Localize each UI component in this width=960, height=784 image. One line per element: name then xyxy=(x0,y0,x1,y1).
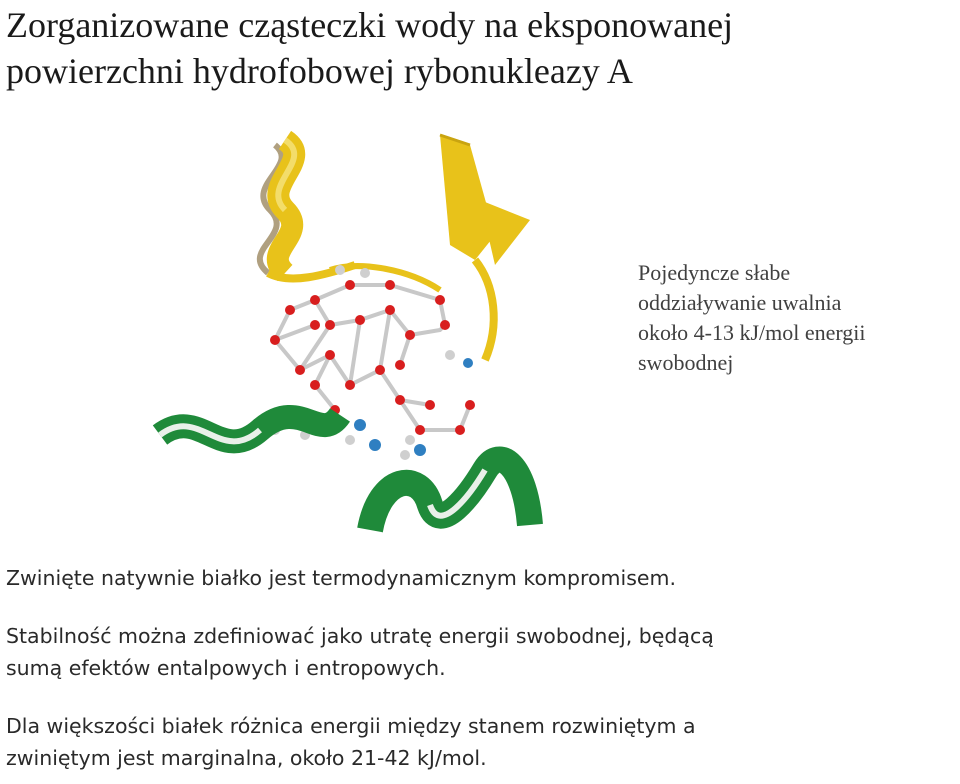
title-line-2: powierzchni hydrofobowej rybonukleazy A xyxy=(6,51,633,91)
title-line-1: Zorganizowane cząsteczki wody na eksponowanej xyxy=(6,5,734,45)
side-note-line-3: około 4-13 kJ/mol energii xyxy=(638,320,866,345)
paragraph-compromise xyxy=(6,562,956,594)
side-note-line-1: Pojedyncze słabe xyxy=(638,260,791,285)
side-note xyxy=(638,258,958,378)
paragraph-energy-difference xyxy=(6,710,956,774)
side-note-line-4: swobodnej xyxy=(638,350,734,375)
paragraph-line: Zwinięte natywnie białko jest termodynamicznym kompromisem. xyxy=(6,566,676,590)
green-helix-bottom xyxy=(370,459,530,530)
paragraph-line: zwiniętym jest marginalna, około 21-42 kJ/mol. xyxy=(6,746,487,770)
side-note-line-2: oddziaływanie uwalnia xyxy=(638,290,842,315)
paragraph-line: Dla większości białek różnica energii między stanem rozwiniętym a xyxy=(6,714,696,738)
paragraph-line: sumą efektów entalpowych i entropowych. xyxy=(6,656,446,680)
green-helix-left xyxy=(160,415,340,441)
yellow-helix xyxy=(260,140,355,278)
paragraph-line: Stabilność można zdefiniować jako utratę energii swobodnej, będącą xyxy=(6,624,714,648)
page-title xyxy=(6,2,946,94)
protein-structure-figure xyxy=(150,125,550,545)
paragraph-stability xyxy=(6,620,956,684)
